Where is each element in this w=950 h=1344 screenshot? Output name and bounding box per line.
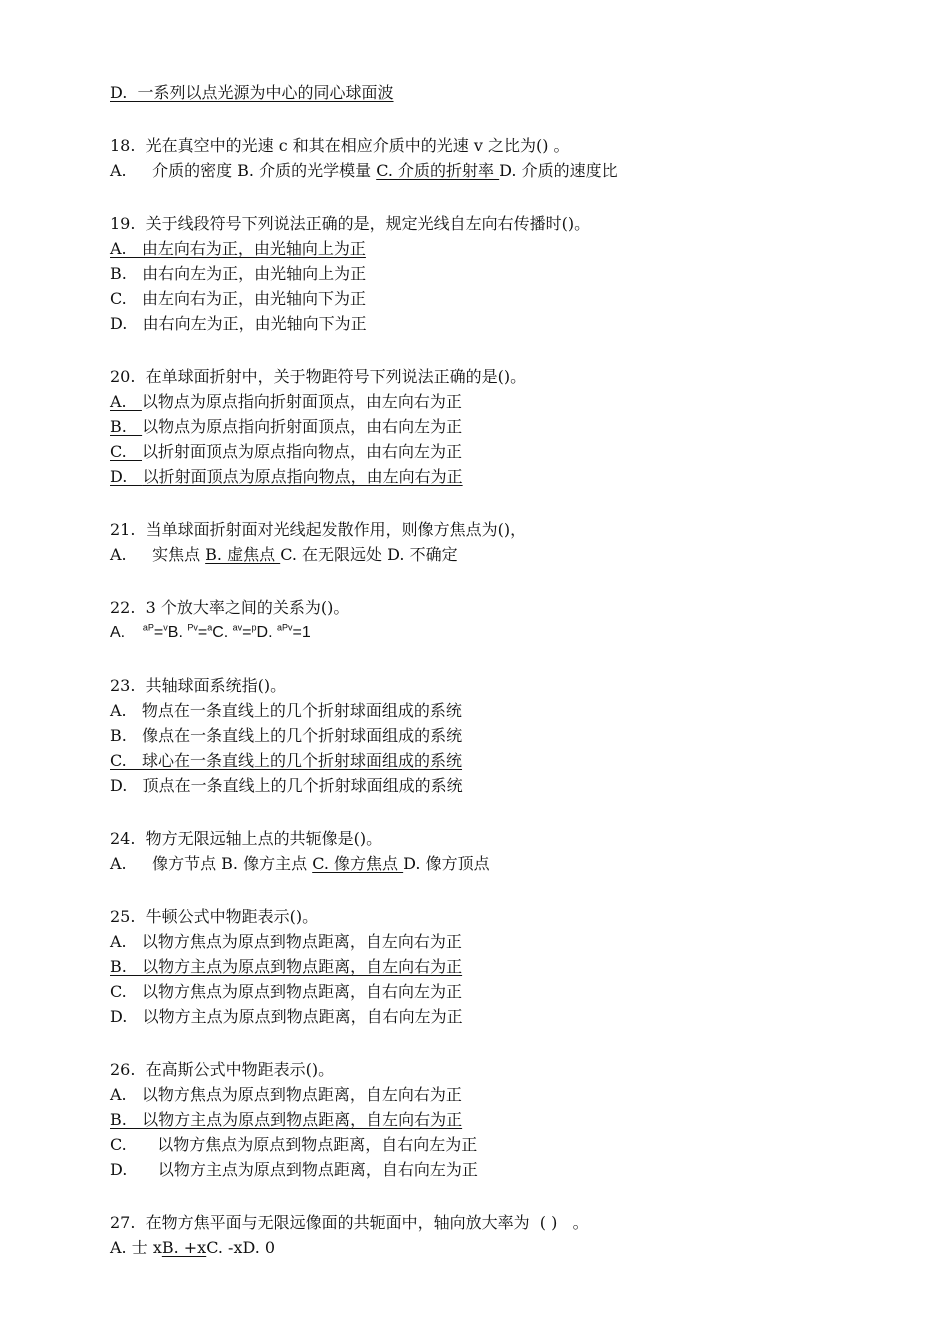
q23-stem: 23. 共轴球面系统指()。 [110,676,287,695]
q19-option-a-answer: A. 由左向右为正，由光轴向上为正 [110,239,366,258]
q23-option-a: A. 物点在一条直线上的几个折射球面组成的系统 [110,701,462,720]
q22-stem: 22. 3 个放大率之间的关系为()。 [110,598,350,617]
q20-option-a [110,389,890,414]
q26-option-b-answer: B. 以物方主点为原点到物点距离，自左向右为正 [110,1110,463,1129]
q22-sup-4: a [207,622,213,633]
q20-option-c-label: C. [110,442,143,461]
q27-option-c: C. -x [206,1238,243,1257]
q25-stem: 25. 牛顿公式中物距表示()。 [110,907,319,926]
document-page [110,80,890,1260]
q23-option-c-answer: C. 球心在一条直线上的几个折射球面组成的系统 [110,751,463,770]
q25-option-a: A. 以物方焦点为原点到物点距离，自左向右为正 [110,932,462,951]
q22-sup-7: aPv [276,622,293,633]
q22-text-5: C. [212,624,233,641]
q27-stem: 27. 在物方焦平面与无限远像面的共轭面中，轴向放大率为 ( ) 。 [110,1213,589,1232]
q21-stem: 21. 当单球面折射面对光线起发散作用，则像方焦点为()， [110,520,527,539]
q18-option-c-answer: C. 介质的折射率 [376,161,500,180]
q26-option-a: A. 以物方焦点为原点到物点距离，自左向右为正 [110,1085,462,1104]
q20-option-d-text: 以折射面顶点为原点指向物点，由左向右为正 [142,467,463,486]
q21-option-d: D. 不确定 [387,545,458,564]
q27-option-a: A. 士 x [110,1238,162,1257]
q22-sup-5: av [232,622,243,633]
q24-option-a: A. 像方节点 [110,854,222,873]
q27-option-b-answer: B. +x [161,1238,207,1257]
q20-option-c [110,439,890,464]
q22-options [110,620,890,645]
q22-text-4: = [197,624,208,641]
q24-option-c-answer: C. 像方焦点 [312,854,404,873]
q22-sup-3: Pv [187,622,198,633]
q25-option-b-answer: B. 以物方主点为原点到物点距离，自左向右为正 [110,957,463,976]
q27-options [110,1235,890,1260]
q21-option-b-answer: B. 虚焦点 [205,545,281,564]
q21-options [110,542,890,567]
q24-options [110,851,890,876]
q22-text-6: = [242,624,252,641]
q22-text-7: D. [256,624,277,641]
q26-option-d: D. 以物方主点为原点到物点距离，自右向左为正 [110,1160,478,1179]
q23-option-b: B. 像点在一条直线上的几个折射球面组成的系统 [110,726,463,745]
q27-option-d: D. 0 [242,1238,276,1257]
q24-option-d: D. 像方顶点 [403,854,490,873]
q19-option-c: C. 由左向右为正，由光轴向下为正 [110,289,367,308]
q22-text-3: B. [167,624,188,641]
q22-text-8: =1 [292,624,311,641]
q25-option-c: C. 以物方焦点为原点到物点距离，自右向左为正 [110,982,463,1001]
q20-option-b-text: 以物点为原点指向折射面顶点，由右向左为正 [142,417,463,436]
q17-option-d-answer: D. 一系列以点光源为中心的同心球面波 [110,83,394,102]
q23-option-d: D. 顶点在一条直线上的几个折射球面组成的系统 [110,776,463,795]
q20-option-a-label: A. [110,392,142,411]
q19-option-d: D. 由右向左为正，由光轴向下为正 [110,314,367,333]
q24-stem: 24. 物方无限远轴上点的共轭像是()。 [110,829,383,848]
q19-option-b: B. 由右向左为正，由光轴向上为正 [110,264,367,283]
q20-option-b [110,414,890,439]
q20-option-a-text: 以物点为原点指向折射面顶点，由左向右为正 [141,392,462,411]
q18-option-a: A. 介质的密度 [110,161,238,180]
q21-option-a: A. 实焦点 [110,545,206,564]
q20-option-d-answer [110,464,890,489]
q24-option-b: B. 像方主点 [221,854,313,873]
q18-options [110,158,890,183]
q22-text-2: = [153,624,164,641]
q22-sup-1: aP [142,622,154,633]
q22-sup-6: p [251,622,257,633]
q22-text-1: A. [110,624,143,641]
q18-option-d: D. 介质的速度比 [499,161,618,180]
q20-stem: 20. 在单球面折射中，关于物距符号下列说法正确的是()。 [110,367,527,386]
q26-option-c: C. 以物方焦点为原点到物点距离，自右向左为正 [110,1135,478,1154]
q21-option-c: C. 在无限远处 [280,545,388,564]
q18-stem: 18. 光在真空中的光速 c 和其在相应介质中的光速 v 之比为() 。 [110,136,570,155]
q26-stem: 26. 在高斯公式中物距表示()。 [110,1060,335,1079]
q25-option-d: D. 以物方主点为原点到物点距离，自右向左为正 [110,1007,463,1026]
q20-option-c-text: 以折射面顶点为原点指向物点，由右向左为正 [142,442,463,461]
q20-option-b-label: B. [110,417,143,436]
q18-option-b: B. 介质的光学模量 [237,161,377,180]
q20-option-d-label: D. [110,467,143,486]
q22-sup-2: v [163,622,168,633]
q19-stem: 19. 关于线段符号下列说法正确的是，规定光线自左向右传播时()。 [110,214,591,233]
